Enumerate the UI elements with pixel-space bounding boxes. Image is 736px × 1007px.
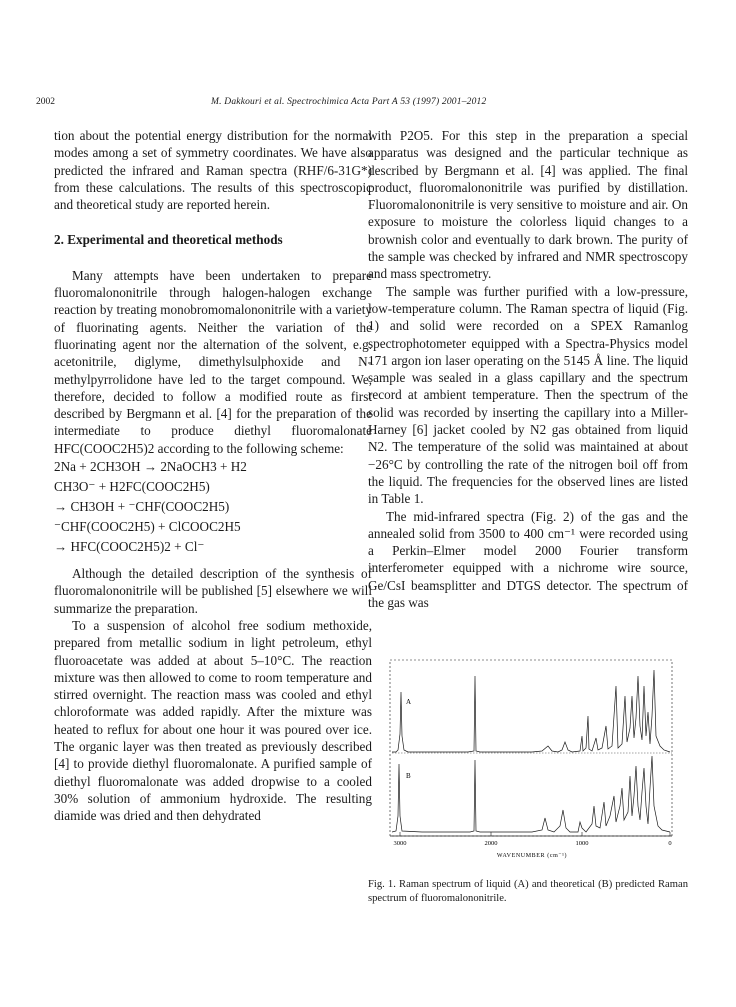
intro-paragraph: tion about the potential energy distribution for the normal modes among a set of symmetry coordinates. We have also predicted the infrared and Raman spectra (RHF/6-31G*) from these calculations. The results of this spectroscopic and theoretical study are reported herein.: [54, 128, 372, 213]
left-column: [54, 127, 372, 825]
equation: → CH3OH + ⁻CHF(COOC2H5): [54, 499, 230, 515]
paragraph-summary: Although the detailed description of the synthesis of fluoromalononitrile will be published [5] elsewhere we will summarize the preparation.: [54, 566, 372, 616]
raman-spectrum-figure: [382, 656, 682, 862]
x-tick-label: 1000: [575, 840, 589, 847]
paragraph-infrared-method: The mid-infrared spectra (Fig. 2) of the gas and the annealed solid from 3500 to 400 cm⁻¹ were recorded using a Perkin–Elmer model 2000 Fourier transform interferometer equipped with a nichrome wire source, Ge/CsI beamsplitter and DTGS detector. The spectrum of the gas was: [368, 508, 688, 611]
reaction-scheme: [54, 457, 372, 557]
x-tick-label: 3000: [393, 840, 407, 847]
paragraph-synthesis-attempts: Many attempts have been undertaken to prepare fluoromalononitrile through halogen-halogen exchange reaction by treating monobromomalononitrile with a variety of fluorinating agents. Neither the variation of the fluorinating agent nor the alternation of the solvent, e.g. acetonitrile, diglyme, dimethylsulphoxide and N-methylpyrrolidone have led to the target compound. We, therefore, decided to follow a modified route as first described by Bergmann et al. [4] for the preparation of the intermediate to produce diethyl fluoromalonate HFC(COOC2H5)2 according to the following scheme:: [54, 267, 372, 456]
paragraph-purification: with P2O5. For this step in the preparation a special apparatus was designed and the particular technique as described by Bergmann et al. [4] was applied. The final product, fluoromalononitrile was purified by distillation. Fluoromalononitrile is very sensitive to moisture and air. On exposure to moisture the colorless liquid changes to a brownish color and eventually to dark brown. The purity of the sample was checked by infrared and NMR spectroscopy and mass spectrometry.: [368, 128, 688, 282]
paragraph-preparation: To a suspension of alcohol free sodium methoxide, prepared from metallic sodium in light petroleum, ethyl fluoroacetate was added at about 5–10°C. The reaction mixture was then allowed to come to room temperature and stirred overnight. The reaction mass was cooled and ethyl chloroformate was added rapidly. After the mixture was heated to reflux for about one hour it was poured over ice. The organic layer was then treated as previously described [4] to provide diethyl fluoromalonate. A purified sample of diethyl fluoromalonate was added dropwise to a cooled 30% solution of ammonium hydroxide. The resulting diamide was dried and then dehydrated: [54, 617, 372, 824]
trace-label-b: B: [406, 772, 411, 780]
figure-caption: Fig. 1. Raman spectrum of liquid (A) and theoretical (B) predicted Raman spectrum of fluoromalononitrile.: [368, 879, 688, 904]
trace-a-line: [392, 670, 670, 752]
page-number: 2002: [36, 97, 55, 107]
right-column: [368, 127, 688, 611]
equation: CH3O⁻ + H2FC(COOC2H5): [54, 479, 210, 495]
page-header: [36, 97, 698, 111]
x-axis-title: WAVENUMBER (cm⁻¹): [496, 853, 568, 859]
x-axis-ticks: [400, 832, 670, 836]
trace-b-line: [392, 756, 670, 832]
section-heading: 2. Experimental and theoretical methods: [54, 232, 283, 248]
plot-frame: [390, 660, 672, 836]
x-tick-label: 0: [668, 840, 672, 847]
running-title: M. Dakkouri et al. Spectrochimica Acta Part A 53 (1997) 2001–2012: [211, 97, 487, 107]
x-tick-label: 2000: [484, 840, 498, 847]
paragraph-raman-method: The sample was further purified with a low-pressure, low-temperature column. The Raman spectra of liquid (Fig. 1) and solid were recorded on a SPEX Ramanlog spectrophotometer equipped with a Spectra-Physics model 171 argon ion laser operating on the 5145 Å line. The liquid sample was sealed in a glass capillary and the spectrum record at ambient temperature. Then the spectrum of the solid was recorded by inserting the capillary into a Miller-Harney [6] jacket cooled by N2 gas obtained from liquid N2. The temperature of the solid was maintained at about −26°C by controlling the rate of the nitrogen boil off from the liquid. The frequencies for the observed lines are listed in Table 1.: [368, 283, 688, 507]
equation: 2Na + 2CH3OH → 2NaOCH3 + H2: [54, 459, 247, 475]
equation: → HFC(COOC2H5)2 + Cl⁻: [54, 539, 205, 555]
trace-label-a: A: [406, 698, 412, 706]
spectrum-plot: [382, 656, 682, 862]
equation: ⁻CHF(COOC2H5) + ClCOOC2H5: [54, 519, 241, 535]
